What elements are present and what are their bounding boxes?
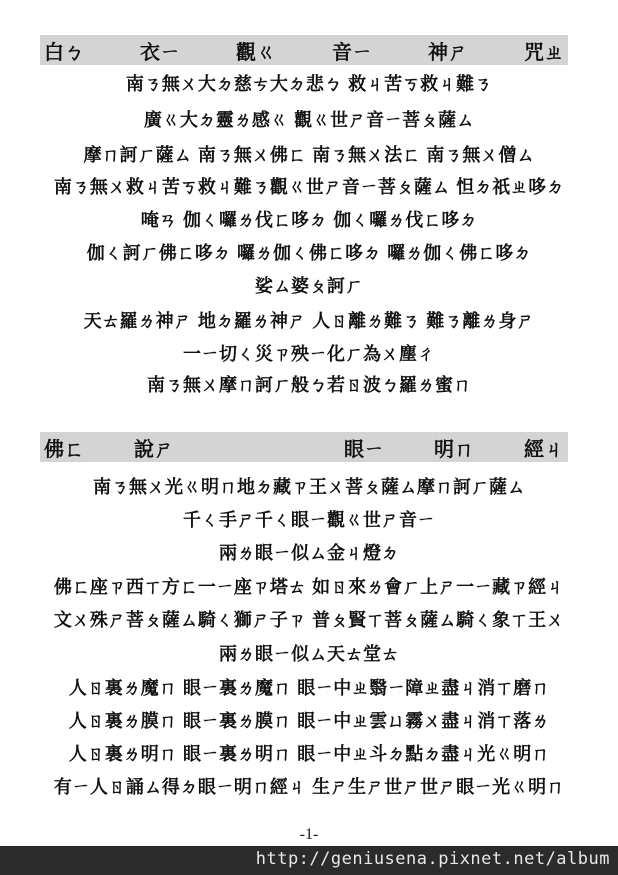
text-line: 廣ㄍ大ㄉ靈ㄌ感ㄍ 觀ㄍ世ㄕ音ㄧ菩ㄆ薩ㄙ: [143, 110, 475, 131]
text-line: 南ㄋ無ㄨ摩ㄇ訶ㄏ般ㄅ若ㄖ波ㄅ羅ㄌ蜜ㄇ: [147, 375, 471, 396]
text-line: 娑ㄙ婆ㄆ訶ㄏ: [255, 276, 363, 297]
title-char: 眼ㄧ: [344, 436, 384, 461]
title-char: 佛ㄈ: [44, 436, 84, 461]
text-line: 伽ㄑ訶ㄏ佛ㄈ哆ㄉ 囉ㄌ伽ㄑ佛ㄈ哆ㄉ 囉ㄌ伽ㄑ佛ㄈ哆ㄉ: [86, 243, 532, 264]
page-number: -1-: [299, 826, 319, 843]
title-char: 神ㄕ: [428, 39, 468, 64]
text-line: 唵ㄢ 伽ㄑ囉ㄌ伐ㄈ哆ㄉ 伽ㄑ囉ㄌ伐ㄈ哆ㄉ: [140, 210, 478, 231]
watermark-url: http://geniusena.pixnet.net/album: [255, 849, 610, 869]
text-line: 天ㄊ羅ㄌ神ㄕ 地ㄉ羅ㄌ神ㄕ 人ㄖ離ㄌ難ㄋ 難ㄋ離ㄌ身ㄕ: [83, 311, 535, 332]
text-line: 人ㄖ裏ㄌ魔ㄇ 眼ㄧ裏ㄌ魔ㄇ 眼ㄧ中ㄓ翳ㄧ障ㄓ盡ㄐ消ㄒ磨ㄇ: [68, 678, 550, 699]
section-title-white-robed-guanyin-mantra: [40, 35, 568, 65]
text-line: 人ㄖ裏ㄌ明ㄇ 眼ㄧ裏ㄌ明ㄇ 眼ㄧ中ㄓ斗ㄉ點ㄉ盡ㄐ光ㄍ明ㄇ: [68, 744, 550, 765]
text-line: 摩ㄇ訶ㄏ薩ㄙ 南ㄋ無ㄨ佛ㄈ 南ㄋ無ㄨ法ㄈ 南ㄋ無ㄨ僧ㄙ: [83, 145, 535, 166]
text-line: 南ㄋ無ㄨ救ㄐ苦ㄎ救ㄐ難ㄋ觀ㄍ世ㄕ音ㄧ菩ㄆ薩ㄙ 怛ㄉ祇ㄓ哆ㄉ: [53, 177, 565, 198]
title-char: 白ㄅ: [44, 39, 84, 64]
text-line: 兩ㄌ眼ㄧ似ㄙ金ㄐ燈ㄉ: [219, 543, 399, 564]
title-char: 音ㄧ: [332, 39, 372, 64]
title-char: 咒ㄓ: [524, 39, 564, 64]
text-line: 有ㄧ人ㄖ誦ㄙ得ㄉ眼ㄧ明ㄇ經ㄐ 生ㄕ生ㄕ世ㄕ世ㄕ眼ㄧ光ㄍ明ㄇ: [53, 777, 565, 798]
title-char: 觀ㄍ: [236, 39, 276, 64]
text-line: 南ㄋ無ㄨ大ㄉ慈ㄘ大ㄉ悲ㄅ 救ㄐ苦ㄎ救ㄐ難ㄋ: [125, 74, 493, 95]
text-line: 一ㄧ切ㄑ災ㄗ殃ㄧ化ㄏ為ㄨ塵ㄔ: [183, 344, 435, 365]
text-line: 千ㄑ手ㄕ千ㄑ眼ㄧ觀ㄍ世ㄕ音ㄧ: [183, 510, 435, 531]
text-line: 南ㄋ無ㄨ光ㄍ明ㄇ地ㄉ藏ㄗ王ㄨ菩ㄆ薩ㄙ摩ㄇ訶ㄏ薩ㄙ: [93, 477, 525, 498]
text-line: 人ㄖ裏ㄌ膜ㄇ 眼ㄧ裏ㄌ膜ㄇ 眼ㄧ中ㄓ雲ㄩ霧ㄨ盡ㄐ消ㄒ落ㄌ: [68, 711, 550, 732]
text-line: 兩ㄌ眼ㄧ似ㄙ天ㄊ堂ㄊ: [219, 644, 399, 665]
title-char: 說ㄕ: [134, 436, 174, 461]
section-title-buddha-speaks-eye-brightness-sutra: [40, 432, 568, 462]
title-char: 經ㄐ: [524, 436, 564, 461]
title-char: 衣ㄧ: [140, 39, 180, 64]
text-line: 文ㄨ殊ㄕ菩ㄆ薩ㄙ騎ㄑ獅ㄕ子ㄗ 普ㄆ賢ㄒ菩ㄆ薩ㄙ騎ㄑ象ㄒ王ㄨ: [53, 610, 565, 631]
watermark-banner: [0, 846, 618, 875]
text-line: 佛ㄈ座ㄗ西ㄒ方ㄈ一ㄧ座ㄗ塔ㄊ 如ㄖ來ㄌ會ㄏ上ㄕ一ㄧ藏ㄗ經ㄐ: [53, 577, 565, 598]
title-char: 明ㄇ: [434, 436, 474, 461]
